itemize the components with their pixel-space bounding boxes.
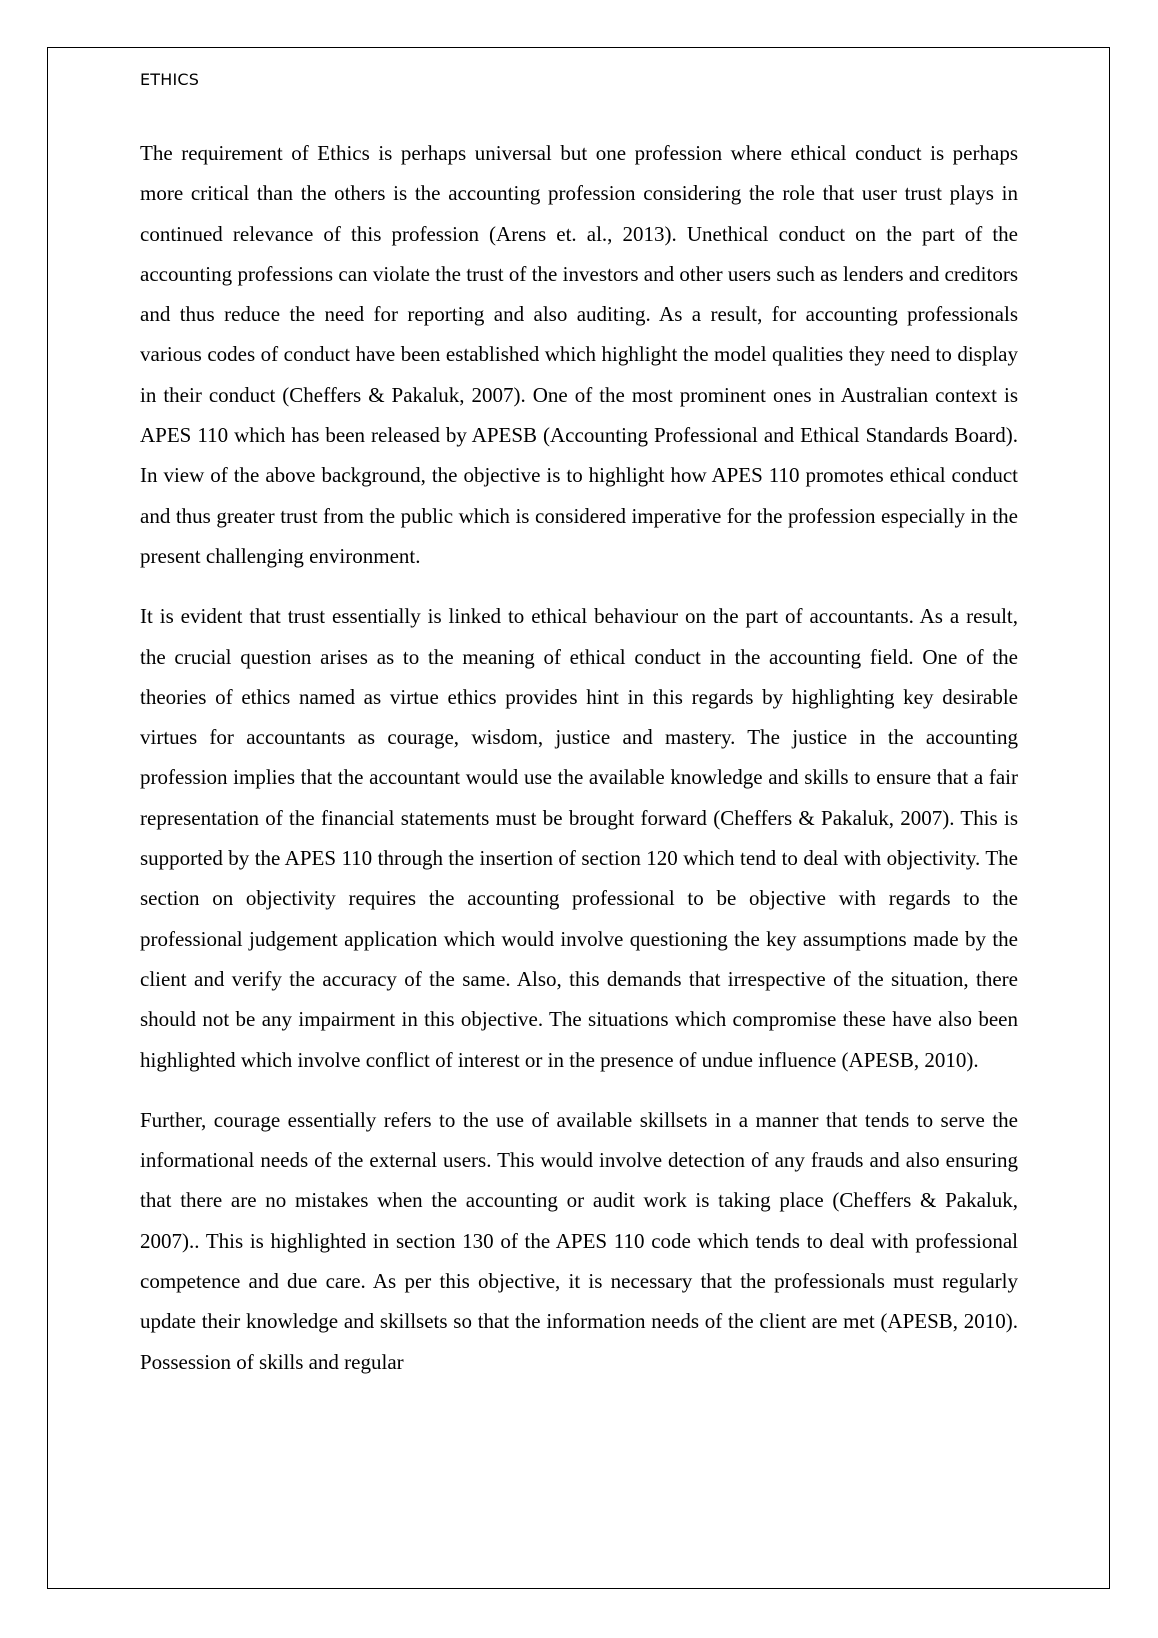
paragraph-courage: Further, courage essentially refers to the use of available skillsets in a manner that tends to serve the informational needs of the external users. This would involve detection of any frauds and also ensuring that there are no mistakes when the accounting or audit work is taking place (Cheffers & Pakaluk, 2007).. This is highlighted in section 130 of the APES 110 code which tends to deal with professional competence and due care. As per this objective, it is necessary that the professionals must regularly update their knowledge and skillsets so that the information needs of the client are met (APESB, 2010). Possession of skills and regular [140, 1107, 1018, 1374]
paragraph-trust: It is evident that trust essentially is linked to ethical behaviour on the part of accountants. As a result, the crucial question arises as to the meaning of ethical conduct in the accounting field. One of the theories of ethics named as virtue ethics provides hint in this regards by highlighting key desirable virtues for accountants as courage, wisdom, justice and mastery. The justice in the accounting profession implies that the accountant would use the available knowledge and skills to ensure that a fair representation of the financial statements must be brought forward (Cheffers & Pakaluk, 2007). This is supported by the APES 110 through the insertion of section 120 which tend to deal with objectivity. The section on objectivity requires the accounting professional to be objective with regards to the professional judgement application which would involve questioning the key assumptions made by the client and verify the accuracy of the same. Also, this demands that irrespective of the situation, there should not be any impairment in this objective. The situations which compromise these have also been highlighted which involve conflict of interest or in the presence of undue influence (APESB, 2010). [140, 604, 1018, 1072]
document-body [140, 133, 1018, 1402]
paragraph-intro: The requirement of Ethics is perhaps universal but one profession where ethical conduct is perhaps more critical than the others is the accounting profession considering the role that user trust plays in continued relevance of this profession (Arens et. al., 2013). Unethical conduct on the part of the accounting professions can violate the trust of the investors and other users such as lenders and creditors and thus reduce the need for reporting and also auditing. As a result, for accounting professionals various codes of conduct have been established which highlight the model qualities they need to display in their conduct (Cheffers & Pakaluk, 2007). One of the most prominent ones in Australian context is APES 110 which has been released by APESB (Accounting Professional and Ethical Standards Board). In view of the above background, the objective is to highlight how APES 110 promotes ethical conduct and thus greater trust from the public which is considered imperative for the profession especially in the present challenging environment. [140, 141, 1018, 568]
page-header: ETHICS [140, 70, 200, 89]
